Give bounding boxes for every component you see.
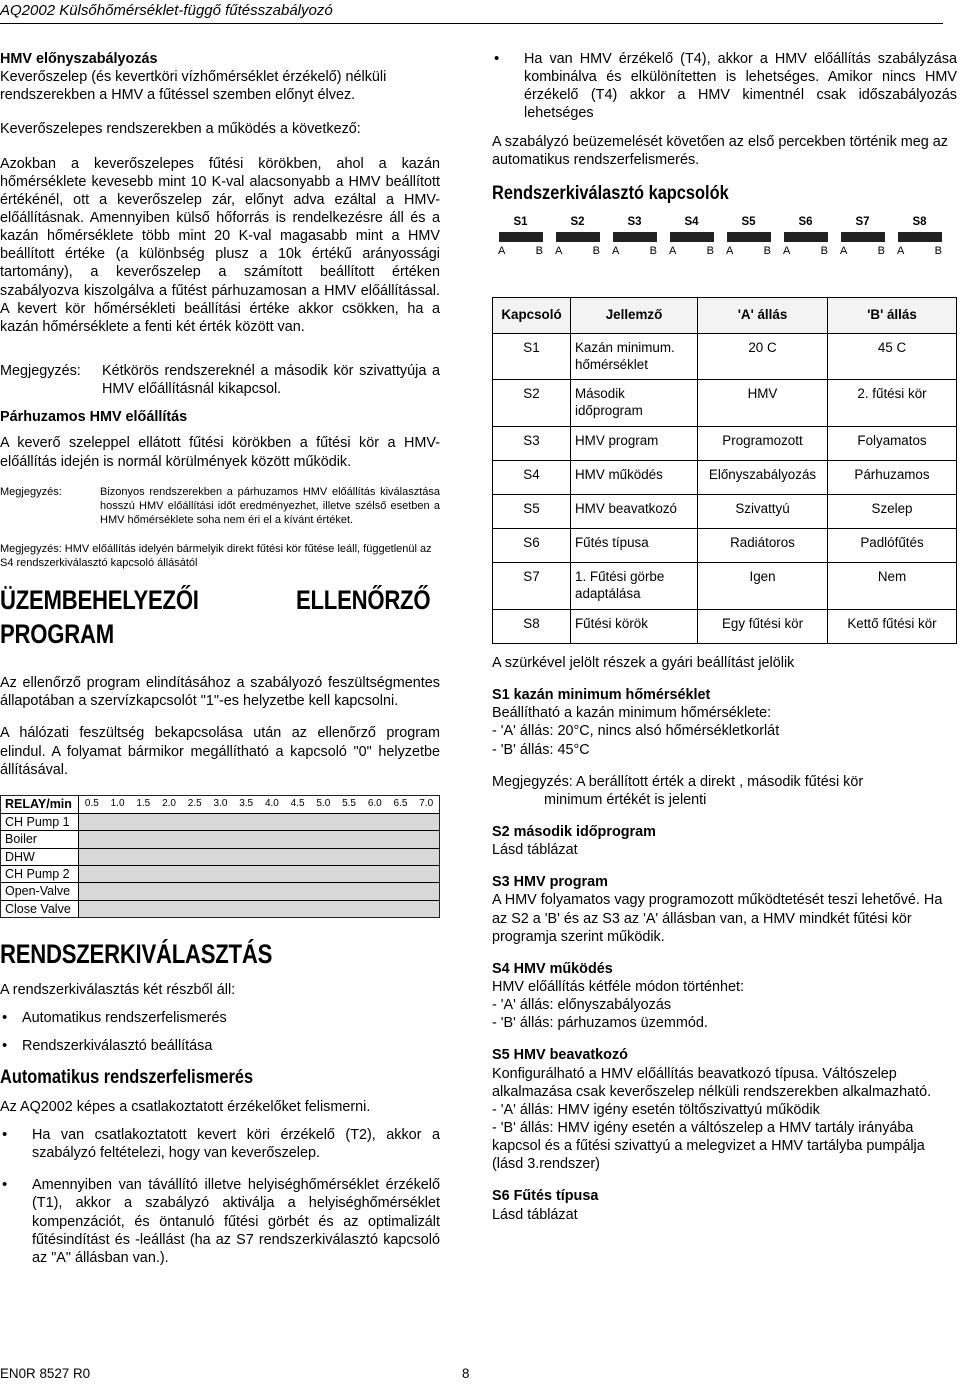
list-item: • Automatikus rendszerfelismerés xyxy=(0,1009,440,1027)
position-b-label: B xyxy=(706,244,714,257)
table-cell: HMV működés xyxy=(571,461,698,495)
table-cell: 2. fűtési kör xyxy=(828,380,957,427)
title-part: PROGRAM xyxy=(0,619,114,650)
table-cell: HMV beavatkozó xyxy=(571,495,698,529)
relay-tick-label: 4.5 xyxy=(290,798,305,810)
table-cell: HMV xyxy=(698,380,828,427)
dip-switch-positions xyxy=(663,245,720,259)
dip-switch-label: S2 xyxy=(570,216,585,229)
relay-tick-label: 0.5 xyxy=(84,798,99,810)
paragraph: A hálózati feszültség bekapcsolása után az ellenőrző program elindul. A folyamat bármikor megállítható a kapcsoló "0" helyzetbe állításával. xyxy=(0,725,440,778)
s1-title: S1 kazán minimum hőmérséklet xyxy=(492,687,711,704)
dip-switch-body xyxy=(670,232,714,242)
line: Lásd táblázat xyxy=(492,842,578,859)
dip-switch xyxy=(834,215,891,258)
dip-switch-label: S5 xyxy=(741,216,756,229)
table-cell: S2 xyxy=(493,380,571,427)
dip-switch-positions xyxy=(834,245,891,259)
relay-row-label: CH Pump 2 xyxy=(1,866,79,882)
note-text: Bizonyos rendszerekben a párhuzamos HMV előállítás kiválasztása hosszú HMV előállítási időt eredményezhet, illetve szélső esetben a HMV hőmérséklete soha nem éri el a kívánt értéket. xyxy=(100,485,440,527)
note-text: Kétkörös rendszereknél a második kör szivattyúja a HMV előállításnál kikapcsol. xyxy=(102,362,440,398)
dip-switch-body xyxy=(556,232,600,242)
relay-row-bar xyxy=(79,849,439,865)
table-cell: 20 C xyxy=(698,333,828,380)
position-b-label: B xyxy=(934,244,942,257)
relay-tick-label: 7.0 xyxy=(419,798,434,810)
paragraph: A HMV folyamatos vagy programozott működtetését teszi lehetővé. Ha az S2 a 'B' és az S3 az 'A' állásban van, a HMV mindkét fűtési kör programja szerint működik. xyxy=(492,892,943,945)
dip-switch-body xyxy=(499,232,543,242)
table-cell: Előnyszabályozás xyxy=(698,461,828,495)
table-cell: Igen xyxy=(698,563,828,610)
table-cell: Kazán minimum. hőmérséklet xyxy=(571,333,698,380)
list-item: • Ha van csatlakoztatott kevert köri érzékelő (T2), akkor a szabályzó feltételezi, hogy van keverőszelep. xyxy=(0,1126,440,1162)
dip-switch-body xyxy=(898,232,942,242)
dip-switch xyxy=(777,215,834,258)
relay-row-label: Close Valve xyxy=(1,901,79,917)
relay-tick-label: 1.5 xyxy=(136,798,151,810)
relay-tick-label: 5.5 xyxy=(342,798,356,810)
section-title-switches: Rendszerkiválasztó kapcsolók xyxy=(492,181,729,204)
position-b-label: B xyxy=(535,244,543,257)
dip-switch-label: S7 xyxy=(855,216,870,229)
table-header-row xyxy=(493,297,957,333)
position-b-label: B xyxy=(592,244,600,257)
table-cell: Fűtési körök xyxy=(571,609,698,643)
table-cell: Radiátoros xyxy=(698,529,828,563)
table-cell: Kettő fűtési kör xyxy=(828,609,957,643)
table-cell: S5 xyxy=(493,495,571,529)
table-row xyxy=(493,563,957,610)
paragraph: Az ellenőrző program elindításához a szabályozó feszültségmentes állapotában a szervízkapcsolót "1"-es helyzetbe kell kapcsolni. xyxy=(0,675,440,710)
relay-header-label: RELAY/min xyxy=(1,796,79,813)
relay-row-bar xyxy=(79,831,439,847)
line: Beállítható a kazán minimum hőmérséklete: xyxy=(492,705,772,722)
relay-header-row xyxy=(1,796,439,813)
dip-switch-positions xyxy=(891,245,948,259)
relay-tick-label: 3.0 xyxy=(213,798,228,810)
relay-tick-label: 5.0 xyxy=(316,798,331,810)
relay-row-bar xyxy=(79,901,439,917)
note-label: Megjegyzés: xyxy=(0,362,81,379)
column-header: 'A' állás xyxy=(698,297,828,333)
position-a-label: A xyxy=(783,244,791,257)
line: - 'B' állás: HMV igény esetén a váltószelep a HMV tartály irányába kapcsol és a fűtési szivattyú a melegvizet a HMV tartályba pumpálja (lásd 3.rendszer) xyxy=(492,1119,925,1173)
dip-switch-label: S4 xyxy=(684,216,699,229)
table-cell: S8 xyxy=(493,609,571,643)
table-cell: S4 xyxy=(493,461,571,495)
s6-title: S6 Fűtés típusa xyxy=(492,1188,599,1205)
dip-switch-positions xyxy=(777,245,834,259)
table-cell: Folyamatos xyxy=(828,427,957,461)
position-a-label: A xyxy=(897,244,905,257)
table-cell: 1. Fűtési görbe adaptálása xyxy=(571,563,698,610)
note xyxy=(0,485,440,528)
relay-tick-label: 1.0 xyxy=(110,798,125,810)
title-part: ÜZEMBEHELYEZŐI xyxy=(0,585,199,616)
paragraph: A rendszerkiválasztás két részből áll: xyxy=(0,981,236,998)
dip-switch-body xyxy=(784,232,828,242)
relay-row-label: Boiler xyxy=(1,831,79,847)
right-column xyxy=(492,50,957,1224)
doc-number: EN0R 8527 R0 xyxy=(0,1366,91,1381)
table-cell: Egy fűtési kör xyxy=(698,609,828,643)
note-label: Megjegyzés: xyxy=(0,485,62,498)
bullet-list xyxy=(0,1009,440,1055)
page-number: 8 xyxy=(462,1366,470,1381)
position-a-label: A xyxy=(840,244,848,257)
note: Megjegyzés: A berállított érték a direkt , második fűtési kör xyxy=(492,773,864,790)
dip-switch-positions xyxy=(606,245,663,259)
table-cell: S6 xyxy=(493,529,571,563)
table-cell: Nem xyxy=(828,563,957,610)
relay-tick-label: 6.0 xyxy=(367,798,382,810)
switch-table xyxy=(492,297,957,644)
relay-row xyxy=(1,830,439,847)
dip-switch-label: S6 xyxy=(798,216,813,229)
table-cell: Programozott xyxy=(698,427,828,461)
s4-title: S4 HMV működés xyxy=(492,960,613,977)
header-rule xyxy=(0,23,943,24)
paragraph: Konfigurálható a HMV előállítás beavatkozó típusa. Váltószelep alkalmazása csak keverőszelep nélküli rendszerekben alkalmazható. xyxy=(492,1065,932,1100)
list-item: • Amennyiben van távállító illetve helyiséghőmérséklet érzékelő (T1), akkor a szabályzó aktiválja a helyiséghőmérséklet kompenzációt, és öntanuló fűtési görbét és az optimalizált fűtésindítást és -leállást (ha az S7 rendszerkiválasztó kapcsoló az "A" állásban van.). xyxy=(0,1176,440,1267)
relay-tick-label: 4.0 xyxy=(264,798,279,810)
position-a-label: A xyxy=(669,244,677,257)
section-title-hmv-priority: HMV előnyszabályozás xyxy=(0,51,158,67)
bullet-list xyxy=(492,50,957,123)
table-row xyxy=(493,529,957,563)
line: - 'A' állás: 20°C, nincs alsó hőmérsékletkorlát xyxy=(492,723,780,740)
table-cell: HMV program xyxy=(571,427,698,461)
relay-row xyxy=(1,882,439,899)
dip-switch xyxy=(549,215,606,258)
relay-row-label: CH Pump 1 xyxy=(1,814,79,830)
dip-switch-body xyxy=(613,232,657,242)
s3-title: S3 HMV program xyxy=(492,874,608,891)
dip-switch-label: S3 xyxy=(627,216,642,229)
table-cell: S7 xyxy=(493,563,571,610)
table-row xyxy=(493,427,957,461)
line: - 'B' állás: 45°C xyxy=(492,741,590,758)
dip-switch xyxy=(492,215,549,258)
dip-switch-label: S1 xyxy=(513,216,528,229)
relay-row-label: DHW xyxy=(1,849,79,865)
paragraph: Keverőszelep (és kevertköri vízhőmérséklet érzékelő) nélküli rendszerekben a HMV a fűtéssel szemben előnyt élvez. xyxy=(0,69,387,104)
relay-timing-chart xyxy=(0,795,440,918)
column-header: Kapcsoló xyxy=(493,297,571,333)
dip-switch-positions xyxy=(492,245,549,259)
list-item: • Ha van HMV érzékelő (T4), akkor a HMV előállítás szabályzása kombinálva és elkülönítetten is lehetséges. Amikor nincs HMV érzékelő (T4) akkor a HMV kimentnél csak időszabályozás lehetséges xyxy=(492,50,957,123)
dip-switch xyxy=(891,215,948,258)
table-row xyxy=(493,380,957,427)
relay-tick-label: 3.5 xyxy=(239,798,254,810)
note xyxy=(0,362,440,398)
table-cell: Padlófűtés xyxy=(828,529,957,563)
table-cell: Fűtés típusa xyxy=(571,529,698,563)
title-part: ELLENŐRZŐ xyxy=(296,585,431,616)
section-title-auto-recognition: Automatikus rendszerfelismerés xyxy=(0,1066,254,1089)
table-cell: S1 xyxy=(493,333,571,380)
list-item: • Rendszerkiválasztó beállítása xyxy=(0,1037,440,1055)
section-title-system-selection: RENDSZERKIVÁLASZTÁS xyxy=(0,938,273,969)
position-b-label: B xyxy=(649,244,657,257)
position-b-label: B xyxy=(763,244,771,257)
table-cell: Második időprogram xyxy=(571,380,698,427)
table-cell: Szivattyú xyxy=(698,495,828,529)
dip-switch-body xyxy=(727,232,771,242)
paragraph: A keverő szeleppel ellátott fűtési körökben a fűtési kör a HMV-előállítás idején is normál körülmények között működik. xyxy=(0,435,440,470)
s2-title: S2 második időprogram xyxy=(492,823,656,840)
relay-row xyxy=(1,848,439,865)
bullet-list xyxy=(0,1126,440,1267)
note: minimum értékét is jelenti xyxy=(544,791,707,808)
relay-row xyxy=(1,865,439,882)
dip-switch-diagram xyxy=(492,215,957,258)
position-b-label: B xyxy=(877,244,885,257)
s5-title: S5 HMV beavatkozó xyxy=(492,1047,628,1064)
line: HMV előállítás kétféle módon történhet: xyxy=(492,978,744,995)
dip-switch-positions xyxy=(549,245,606,259)
column-header: Jellemző xyxy=(571,297,698,333)
page-header xyxy=(0,0,960,28)
relay-row-bar xyxy=(79,814,439,830)
paragraph: Az AQ2002 képes a csatlakoztatott érzékelőket felismerni. xyxy=(0,1098,371,1115)
table-row xyxy=(493,461,957,495)
line: Lásd táblázat xyxy=(492,1206,578,1223)
dip-switch-label: S8 xyxy=(912,216,927,229)
position-b-label: B xyxy=(820,244,828,257)
section-title-parallel: Párhuzamos HMV előállítás xyxy=(0,409,188,426)
header-title: AQ2002 Külsőhőmérséklet-függő fűtésszabályozó xyxy=(0,2,333,19)
table-cell: 45 C xyxy=(828,333,957,380)
position-a-label: A xyxy=(726,244,734,257)
relay-tick-label: 2.0 xyxy=(162,798,176,810)
relay-row xyxy=(1,813,439,830)
line: - 'A' állás: előnyszabályozás xyxy=(492,997,672,1014)
relay-row-label: Open-Valve xyxy=(1,883,79,899)
dip-switch xyxy=(663,215,720,258)
position-a-label: A xyxy=(498,244,506,257)
column-header: 'B' állás xyxy=(828,297,957,333)
section-title-commissioning xyxy=(0,584,440,652)
line: - 'A' állás: HMV igény esetén töltőszivattyú működik xyxy=(492,1101,820,1118)
paragraph: A szürkével jelölt részek a gyári beállítást jelölik xyxy=(492,654,795,671)
paragraph: A szabályzó beüzemelését követően az első percekben történik meg az automatikus rendszerfelismerés. xyxy=(492,133,948,168)
position-a-label: A xyxy=(555,244,563,257)
position-a-label: A xyxy=(612,244,620,257)
note: Megjegyzés: HMV előállítás idelyén bármelyik direkt fűtési kör fűtése leáll, függetlenül az S4 rendszerkiválasztó kapcsoló állásától xyxy=(0,542,432,569)
left-column xyxy=(0,50,440,1267)
relay-tick-label: 2.5 xyxy=(187,798,202,810)
dip-switch-positions xyxy=(720,245,777,259)
table-row xyxy=(493,333,957,380)
relay-ticks xyxy=(79,796,439,813)
table-cell: Szelep xyxy=(828,495,957,529)
table-cell: S3 xyxy=(493,427,571,461)
dip-switch-body xyxy=(841,232,885,242)
table-row xyxy=(493,609,957,643)
table-row xyxy=(493,495,957,529)
paragraph: Keverőszelepes rendszerekben a működés a következő: xyxy=(0,121,361,138)
relay-row-bar xyxy=(79,866,439,882)
line: - 'B' állás: párhuzamos üzemmód. xyxy=(492,1015,708,1032)
dip-switch xyxy=(720,215,777,258)
relay-row xyxy=(1,900,439,917)
dip-switch xyxy=(606,215,663,258)
relay-tick-label: 6.5 xyxy=(393,798,408,810)
table-cell: Párhuzamos xyxy=(828,461,957,495)
relay-row-bar xyxy=(79,883,439,899)
paragraph: Azokban a keverőszelepes fűtési körökben, ahol a kazán hőmérséklete kevesebb mint 10 K-val alacsonyabb a HMV beállított értékénél, ott a keverőszelep zár, előnyt adva ezáltal a HMV-előállításnak. Amennyiben külső hőforrás is rendelkezésre áll és a kazán hőmérséklete több mint 20 K-val magasabb mint a HMV beállított értéke (a különbség plusz a 10k értékű arányossági tartomány), a keverőszelep a számított beállított értéken szabályozva kiszolgálva a fűtést párhuzamosan a HMV előállítással. A kevert kör hőmérsékleti beállítási értéke akkor csökken, ha a kazán hőmérséklete a fenti két érték között van. xyxy=(0,155,440,335)
